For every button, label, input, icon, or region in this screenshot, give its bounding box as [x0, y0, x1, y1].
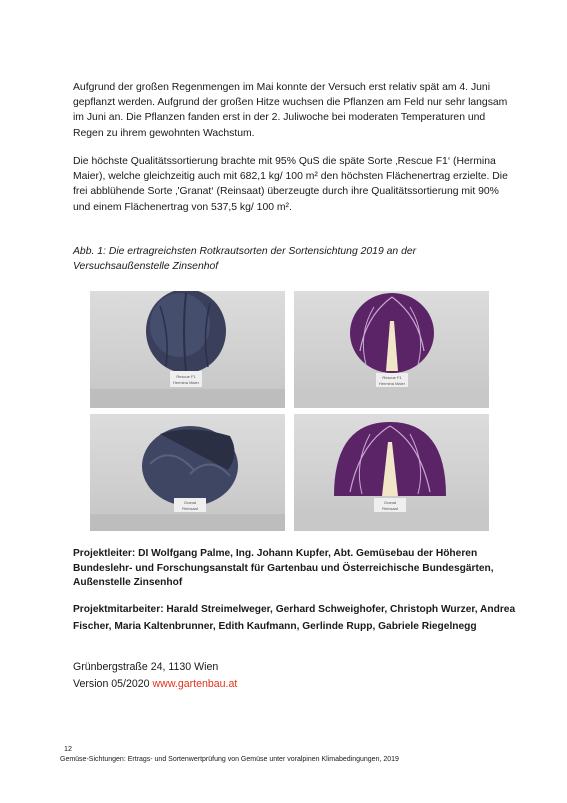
photo-rescue-cut — [294, 291, 489, 408]
paragraph-planting: Aufgrund der großen Regenmengen im Mai konnte der Versuch erst relativ spät am 4. Juni gepflanzt werden. Aufgrund der großen Hitze wuchsen die Pflanzen am Feld nur sehr langsam im Juni an. Die Pflanzen fanden erst in der 2. Juliwoche bei moderaten Temperaturen und Regen zu ihrem gewohnten Wachstum. — [73, 82, 508, 139]
project-leaders: Projektleiter: DI Wolfgang Palme, Ing. Johann Kupfer, Abt. Gemüsebau der Höheren Bundeslehr- und Forschungsanstalt für Gartenbau und Österreichische Bundesgärten, Außenstelle Zinsenhof — [73, 548, 494, 589]
photo-label-line1: Rescue F1 — [382, 375, 402, 380]
page-footer: Gemüse-Sichtungen: Ertrags- und Sortenwertprüfung von Gemüse unter voralpinen Klimabedingungen, 2019 — [60, 756, 399, 763]
photo-label-line1: Granat — [383, 500, 397, 505]
website-link[interactable]: www.gartenbau.at — [152, 677, 238, 690]
address: Grünbergstraße 24, 1130 Wien — [73, 661, 219, 673]
photo-granat-whole — [90, 414, 285, 531]
contact-block — [73, 659, 513, 692]
photo-granat-cut — [294, 414, 489, 531]
paragraph-results: Die höchste Qualitätssortierung brachte mit 95% QuS die späte Sorte ‚Rescue F1‘ (Hermina Maier), welche gleichzeitig auch mit 682,1 kg/ 100 m² den höchsten Flächenertrag erzielte. Die frei abblühende Sorte ‚'Granat‘ (Reinsaat) überzeugte durch ihre Qualitätssortierung mit 90% und einem Flächenertrag von 537,5 kg/ 100 m². — [73, 156, 508, 213]
photo-label-line1: Granat — [183, 500, 197, 505]
figure-caption: Abb. 1: Die ertragreichsten Rotkrautsorten der Sortensichtung 2019 an der Versuchsaußenstelle Zinsenhof — [73, 246, 417, 273]
photo-rescue-whole — [90, 291, 285, 408]
photo-label-line2: Hermina Maier — [172, 380, 200, 385]
photo-label-line2: Reinsaat — [382, 506, 398, 511]
project-staff: Projektmitarbeiter: Harald Streimelweger, Gerhard Schweighofer, Christoph Wurzer, Andrea Fischer, Maria Kaltenbrunner, Edith Kaufmann, Gerlinde Rupp, Gabriele Riegelnegg — [73, 604, 516, 632]
photo-label-line1: Rescue F1 — [176, 374, 196, 379]
photo-label-line2: Hermina Maier — [378, 381, 406, 386]
photo-label-line2: Reinsaat — [182, 506, 198, 511]
version-label: Version 05/2020 — [73, 677, 150, 690]
page-number: 12 — [64, 744, 72, 753]
